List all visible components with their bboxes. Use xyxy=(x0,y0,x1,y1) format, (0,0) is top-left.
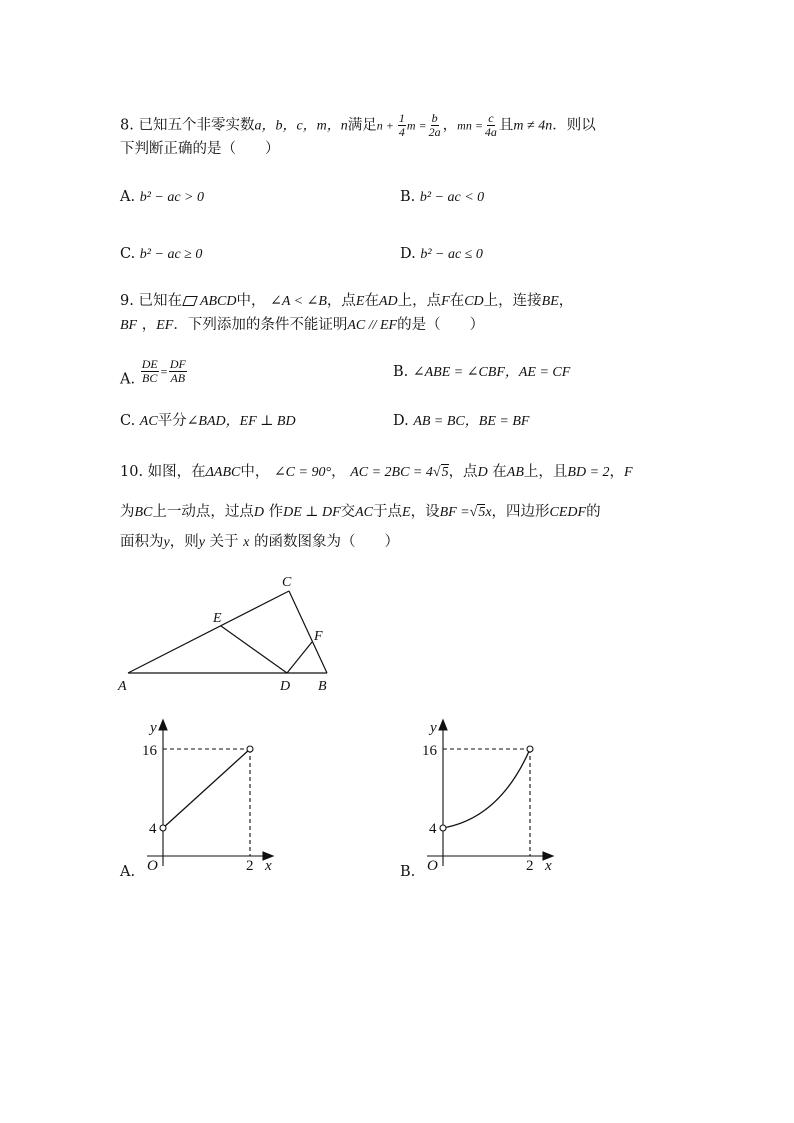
q10-text: 中， xyxy=(240,464,270,480)
q9-option-c-expr: ∠BAD，EF ⊥ BD xyxy=(186,414,296,429)
graph-a-x-end: 2 xyxy=(246,858,254,874)
q9-text: 上，点 xyxy=(397,293,442,309)
label-f: F xyxy=(314,629,323,644)
q10-d: D xyxy=(253,505,265,520)
q8-and: 且 xyxy=(498,117,514,134)
q10-eq: AC = 2BC = 4 xyxy=(350,465,433,480)
q9-text: 在 xyxy=(364,293,379,309)
q8-eq1-frac: $\frac{1}{4}$ xyxy=(398,111,405,139)
label-d: D xyxy=(280,679,291,692)
q9-bf: BF xyxy=(120,318,138,333)
graph-b-curve xyxy=(443,749,530,828)
graph-a-x-label: x xyxy=(265,858,272,874)
q8-option-b-expr: b² − ac < 0 xyxy=(419,190,485,205)
q9-text: 上，连接 xyxy=(483,293,542,309)
q8-option-a xyxy=(120,187,204,208)
graph-a-start-point xyxy=(160,825,166,831)
q9-ef: EF xyxy=(156,318,174,333)
q9-option-b xyxy=(393,362,570,383)
q9-text: 平分 xyxy=(157,413,187,429)
q10-text: 于点 xyxy=(373,504,403,520)
q8-eq1-b: m = xyxy=(406,118,427,133)
graph-a-label: A. xyxy=(120,864,136,880)
q9-option-d-expr: AB = BC，BE = BF xyxy=(413,414,530,429)
q9-option-a-frac2: $\frac{DF}{AB}$ xyxy=(169,357,186,385)
q10-text: 在 xyxy=(492,464,507,480)
q9-cd: CD xyxy=(464,294,484,309)
q9-text: 的是（ ） xyxy=(397,317,485,333)
q10-text: ， xyxy=(609,464,625,480)
q10-number: 10. xyxy=(120,464,144,480)
q10-text: ，点 xyxy=(448,464,478,480)
q9-ad: AD xyxy=(378,294,398,309)
q8-option-c xyxy=(120,244,202,265)
q9-angle-cond: ∠A < ∠B xyxy=(270,294,327,309)
graph-b-origin: O xyxy=(427,858,438,874)
q8-eq1-a: n + xyxy=(376,118,397,133)
q9-text: ， xyxy=(558,293,574,309)
q9-text: ，点 xyxy=(326,293,356,309)
q10-text: 的函数图象为（ ） xyxy=(253,534,399,550)
q10-triangle: ΔABC xyxy=(205,465,241,480)
graph-b-y-label: y xyxy=(430,720,437,736)
q9-point-e: E xyxy=(355,294,365,309)
q8-option-d-expr: b² − ac ≤ 0 xyxy=(420,247,483,262)
q10-y: y xyxy=(198,535,205,550)
q9-text: 在 xyxy=(449,293,465,309)
q8-option-a-expr: b² − ac > 0 xyxy=(139,190,205,205)
q10-sqrt: √5 xyxy=(432,465,449,480)
q9-text: ， xyxy=(137,317,157,333)
q9-option-c-ac: AC xyxy=(139,414,158,429)
q8-option-b-label: B. xyxy=(400,189,416,205)
q8-option-d-label: D. xyxy=(400,246,416,262)
q9-option-b-expr: ∠ABE = ∠CBF，AE = CF xyxy=(412,365,571,380)
q10-text: 如图，在 xyxy=(147,464,206,480)
graph-b-label: B. xyxy=(400,864,416,880)
segment-ed xyxy=(221,626,287,673)
q8-tail: ．则以 xyxy=(552,117,596,134)
q8-option-c-label: C. xyxy=(120,246,136,262)
q9-option-d xyxy=(393,411,529,432)
q10-geometry-figure xyxy=(115,572,345,692)
graph-a-curve xyxy=(163,749,250,828)
q10-bf-sqrt: √5x xyxy=(469,505,492,520)
q8-eq2-frac: $\frac{c}{4a}$ xyxy=(484,111,497,139)
graph-a-y-arrow-icon xyxy=(159,720,167,730)
q9-point-f: F xyxy=(441,294,450,309)
graph-a-origin: O xyxy=(147,858,158,874)
graph-b-end-point xyxy=(527,746,533,752)
q8-comma: ， xyxy=(442,117,458,134)
q10-text: ，设 xyxy=(410,504,440,520)
q9-option-a-eq: = xyxy=(159,364,168,379)
q9-parallel: AC // EF xyxy=(347,318,398,333)
q10-e: E xyxy=(402,505,411,520)
q8-line1 xyxy=(120,112,596,139)
label-c: C xyxy=(282,575,292,590)
q10-bf: BF = xyxy=(439,505,470,520)
label-a: A xyxy=(118,679,127,692)
q8-lead: 已知五个非零实数 xyxy=(138,117,255,134)
q9-text: 中， xyxy=(236,293,266,309)
q10-bd: BD = 2 xyxy=(567,465,610,480)
graph-a xyxy=(135,718,285,878)
q10-text: 面积为 xyxy=(120,534,164,550)
q8-option-c-expr: b² − ac ≥ 0 xyxy=(139,247,203,262)
q10-x: x xyxy=(243,535,250,550)
q8-line2: 下判断正确的是（ ） xyxy=(120,141,280,157)
graph-b xyxy=(415,718,565,878)
graph-b-start-point xyxy=(440,825,446,831)
label-e: E xyxy=(213,611,222,626)
q10-text: 上，且 xyxy=(523,464,568,480)
q8-eq2-a: mn = xyxy=(457,118,483,133)
q9-number: 9. xyxy=(120,293,134,309)
label-b: B xyxy=(318,679,327,692)
q10-text: 作 xyxy=(268,504,284,520)
q10-cedf: CEDF xyxy=(549,505,587,520)
q9-option-c xyxy=(120,411,296,432)
graph-a-y-top: 16 xyxy=(142,743,157,759)
q10-angle: ∠C = 90° xyxy=(273,465,332,480)
q9-line2 xyxy=(120,315,484,336)
q10-ab: AB xyxy=(506,465,524,480)
q9-text: ．下列添加的条件不能证明 xyxy=(173,317,348,333)
q10-text: 的 xyxy=(586,504,601,520)
q9-option-b-label: B. xyxy=(393,364,409,380)
q9-option-c-label: C. xyxy=(120,413,136,429)
graph-b-x-end: 2 xyxy=(526,858,534,874)
q8-option-d xyxy=(400,244,483,265)
q10-text: ，四边形 xyxy=(491,504,550,520)
q10-text: 上一动点，过点 xyxy=(152,504,254,520)
graph-b-y-start: 4 xyxy=(429,821,437,837)
graph-a-y-label: y xyxy=(150,720,157,736)
segment-ac xyxy=(128,591,289,673)
q10-point-d: D xyxy=(477,465,488,480)
graph-a-end-point xyxy=(247,746,253,752)
q10-ac: AC xyxy=(355,505,374,520)
q8-satisfy: 满足 xyxy=(347,117,377,134)
q10-line1 xyxy=(120,462,633,483)
q10-line3 xyxy=(120,532,399,553)
q9-option-a-frac1: $\frac{DE}{BC}$ xyxy=(141,357,158,385)
q10-text: 交 xyxy=(340,504,356,520)
q8-option-b xyxy=(400,187,484,208)
q9-be: BE xyxy=(541,294,559,309)
q10-perp: DE ⊥ DF xyxy=(283,505,341,520)
parallelogram-icon xyxy=(182,296,198,306)
graph-b-y-top: 16 xyxy=(422,743,437,759)
q10-line2 xyxy=(120,502,601,523)
q10-bc: BC xyxy=(134,505,153,520)
q10-text: 关于 xyxy=(209,534,239,550)
q9-option-d-label: D. xyxy=(393,413,409,429)
q8-number: 8. xyxy=(120,117,134,134)
graph-b-x-label: x xyxy=(545,858,552,874)
q10-text: ， xyxy=(331,464,346,480)
q8-eq1-frac2: $\frac{b}{2a}$ xyxy=(428,111,441,139)
q9-line1 xyxy=(120,291,573,312)
q9-option-a xyxy=(120,358,188,393)
q8-vars: a，b，c，m，n xyxy=(254,118,348,134)
q10-y: y xyxy=(163,535,170,550)
graph-b-y-arrow-icon xyxy=(439,720,447,730)
q9-text: 已知在 xyxy=(138,293,182,309)
q8-option-a-label: A. xyxy=(120,189,136,205)
segment-df xyxy=(287,642,312,673)
q9-option-a-label: A. xyxy=(120,371,136,388)
q10-text: ，则 xyxy=(169,534,199,550)
q10-point-f: F xyxy=(624,465,633,480)
q9-abcd: ABCD xyxy=(199,294,237,309)
q10-text: 为 xyxy=(120,504,135,520)
q8-cond: m ≠ 4n xyxy=(513,118,553,134)
graph-a-y-start: 4 xyxy=(149,821,157,837)
